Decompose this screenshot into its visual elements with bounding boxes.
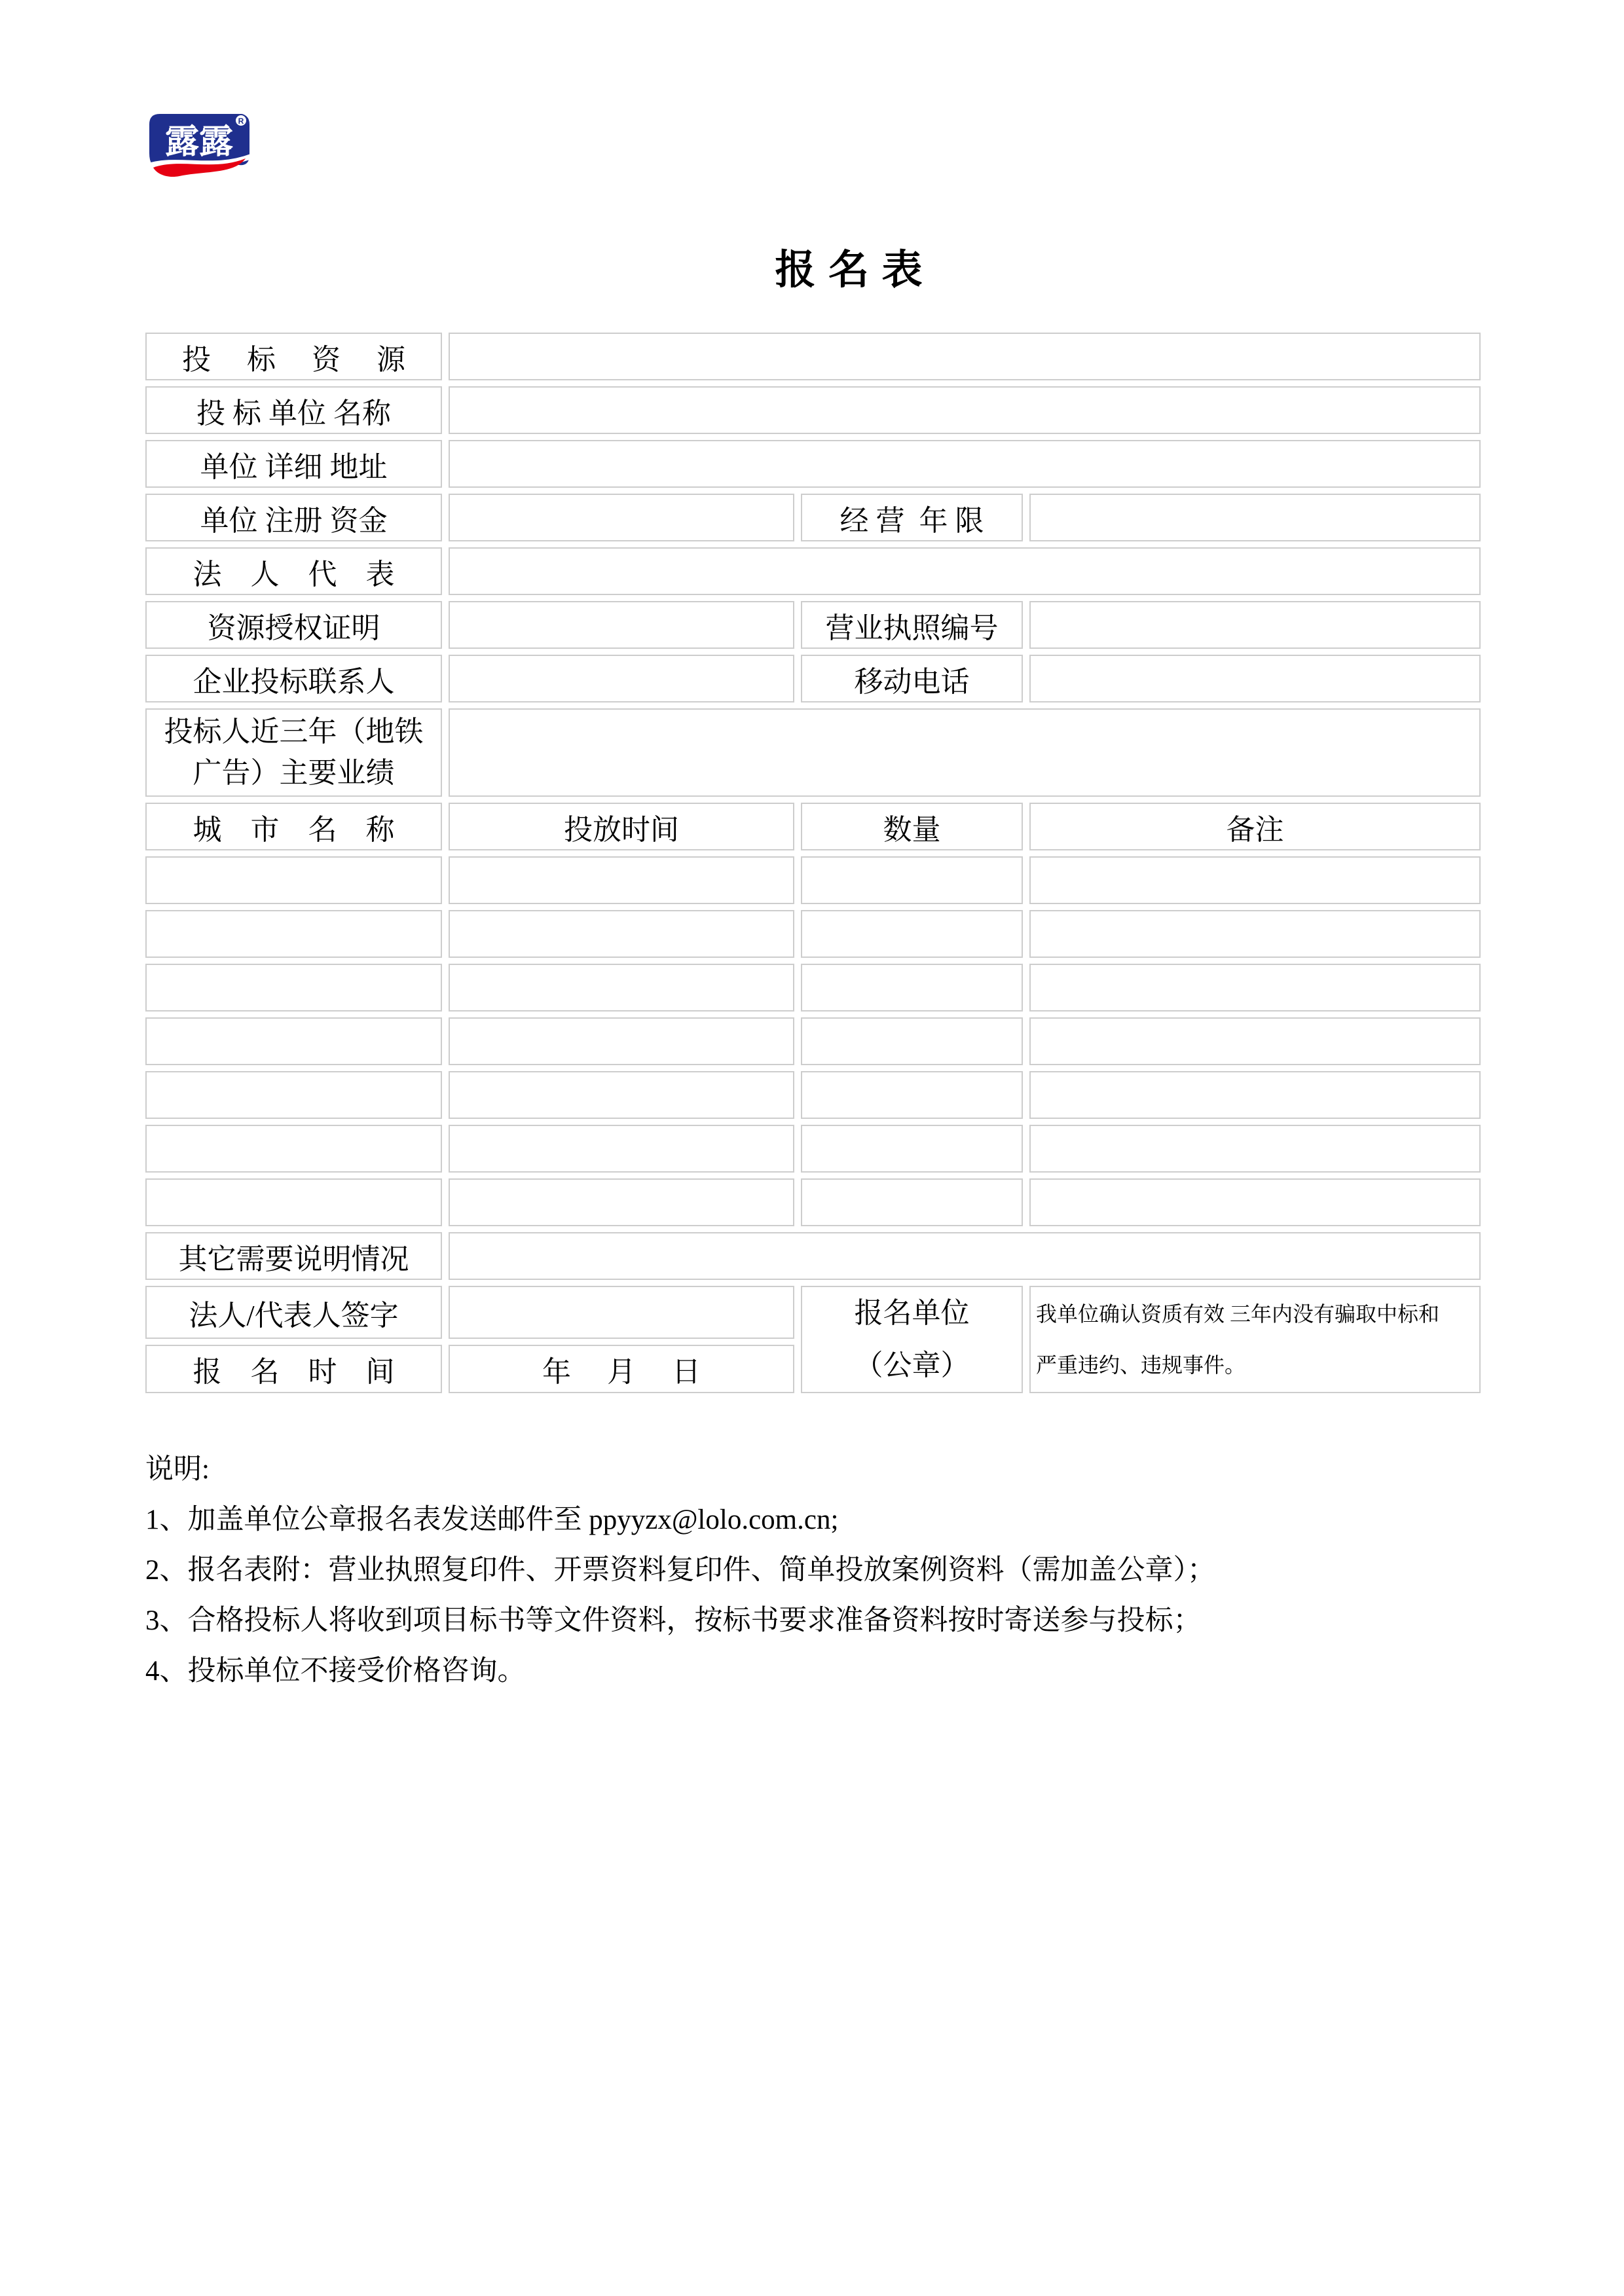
perf-note-cell[interactable] — [1029, 1125, 1481, 1173]
page-title: 报 名 表 — [775, 248, 924, 293]
notes-heading: 说明: — [145, 1454, 210, 1485]
label-bid-resource: 投 标 资 源 — [145, 333, 442, 380]
perf-city-cell[interactable] — [145, 964, 442, 1011]
input-legal-representative[interactable] — [449, 547, 1481, 595]
header-launch-time: 投放时间 — [449, 803, 794, 850]
perf-time-cell[interactable] — [449, 1178, 794, 1226]
perf-qty-cell[interactable] — [801, 1125, 1023, 1173]
label-apply-time: 报 名 时 间 — [145, 1345, 442, 1393]
input-registered-capital[interactable] — [449, 494, 794, 541]
header-city-name: 城 市 名 称 — [145, 803, 442, 850]
input-mobile-phone[interactable] — [1029, 655, 1481, 702]
apply-unit-line1: 报名单位 — [854, 1297, 970, 1329]
label-other-notes: 其它需要说明情况 — [145, 1232, 442, 1280]
lulu-logo-icon — [144, 110, 257, 198]
perf-city-cell[interactable] — [145, 910, 442, 958]
input-resource-authorization[interactable] — [449, 601, 794, 649]
qualification-statement: 我单位确认资质有效 三年内没有骗取中标和严重违约、违规事件。 — [1036, 1302, 1440, 1377]
registered-mark-letter: R — [238, 117, 244, 126]
perf-city-cell[interactable] — [145, 856, 442, 904]
perf-time-cell[interactable] — [449, 1071, 794, 1119]
perf-note-cell[interactable] — [1029, 856, 1481, 904]
input-business-license-no[interactable] — [1029, 601, 1481, 649]
input-three-year-performance[interactable] — [449, 708, 1481, 797]
label-three-year-performance: 投标人近三年（地铁广告）主要业绩 — [145, 708, 442, 797]
perf-city-cell[interactable] — [145, 1071, 442, 1119]
note-item-3: 3、合格投标人将收到项目标书等文件资料，按标书要求准备资料按时寄送参与投标； — [145, 1605, 1202, 1636]
logo-brand-text: 露露 — [164, 124, 234, 161]
input-bid-contact[interactable] — [449, 655, 794, 702]
input-unit-address[interactable] — [449, 440, 1481, 488]
input-signature[interactable] — [449, 1286, 794, 1339]
perf-qty-cell[interactable] — [801, 1017, 1023, 1065]
input-apply-date[interactable]: 年 月 日 — [449, 1345, 794, 1393]
performance-row — [145, 1178, 1481, 1226]
perf-note-cell[interactable] — [1029, 910, 1481, 958]
perf-city-cell[interactable] — [145, 1017, 442, 1065]
perf-qty-cell[interactable] — [801, 964, 1023, 1011]
perf-note-cell[interactable] — [1029, 1017, 1481, 1065]
perf-city-cell[interactable] — [145, 1125, 442, 1173]
perf-city-cell[interactable] — [145, 1178, 442, 1226]
apply-unit-line2: （公章） — [854, 1349, 970, 1381]
label-apply-unit-seal — [801, 1286, 1023, 1393]
label-business-years: 经 营 年 限 — [801, 494, 1023, 541]
perf-note-cell[interactable] — [1029, 1071, 1481, 1119]
performance-row — [145, 856, 1481, 904]
input-business-years[interactable] — [1029, 494, 1481, 541]
performance-row — [145, 1125, 1481, 1173]
header-remarks: 备注 — [1029, 803, 1481, 850]
label-unit-address: 单位 详细 地址 — [145, 440, 442, 488]
input-bid-resource[interactable] — [449, 333, 1481, 380]
perf-qty-cell[interactable] — [801, 1178, 1023, 1226]
perf-time-cell[interactable] — [449, 856, 794, 904]
label-business-license-no: 营业执照编号 — [801, 601, 1023, 649]
performance-row — [145, 1071, 1481, 1119]
perf-note-cell[interactable] — [1029, 964, 1481, 1011]
input-other-notes[interactable] — [449, 1232, 1481, 1280]
perf-time-cell[interactable] — [449, 910, 794, 958]
label-resource-authorization: 资源授权证明 — [145, 601, 442, 649]
registration-form-table — [139, 327, 1487, 1399]
label-legal-representative: 法 人 代 表 — [145, 547, 442, 595]
label-signature: 法人/代表人签字 — [145, 1286, 442, 1339]
label-bid-contact: 企业投标联系人 — [145, 655, 442, 702]
performance-row — [145, 910, 1481, 958]
perf-time-cell[interactable] — [449, 1017, 794, 1065]
perf-qty-cell[interactable] — [801, 910, 1023, 958]
qualification-statement-cell — [1029, 1286, 1481, 1393]
note-item-2: 2、报名表附：营业执照复印件、开票资料复印件、简单投放案例资料（需加盖公章）； — [145, 1555, 1215, 1586]
lulu-logo — [144, 110, 257, 198]
note-item-4: 4、投标单位不接受价格咨询。 — [145, 1656, 526, 1686]
label-bidder-name: 投 标 单位 名称 — [145, 386, 442, 434]
perf-qty-cell[interactable] — [801, 1071, 1023, 1119]
perf-time-cell[interactable] — [449, 964, 794, 1011]
performance-row — [145, 1017, 1481, 1065]
input-bidder-name[interactable] — [449, 386, 1481, 434]
perf-note-cell[interactable] — [1029, 1178, 1481, 1226]
label-mobile-phone: 移动电话 — [801, 655, 1023, 702]
label-registered-capital: 单位 注册 资金 — [145, 494, 442, 541]
header-quantity: 数量 — [801, 803, 1023, 850]
perf-time-cell[interactable] — [449, 1125, 794, 1173]
perf-qty-cell[interactable] — [801, 856, 1023, 904]
notes-section — [145, 1444, 1215, 1696]
performance-row — [145, 964, 1481, 1011]
note-item-1: 1、加盖单位公章报名表发送邮件至 ppyyzx@lolo.com.cn; — [145, 1504, 839, 1535]
